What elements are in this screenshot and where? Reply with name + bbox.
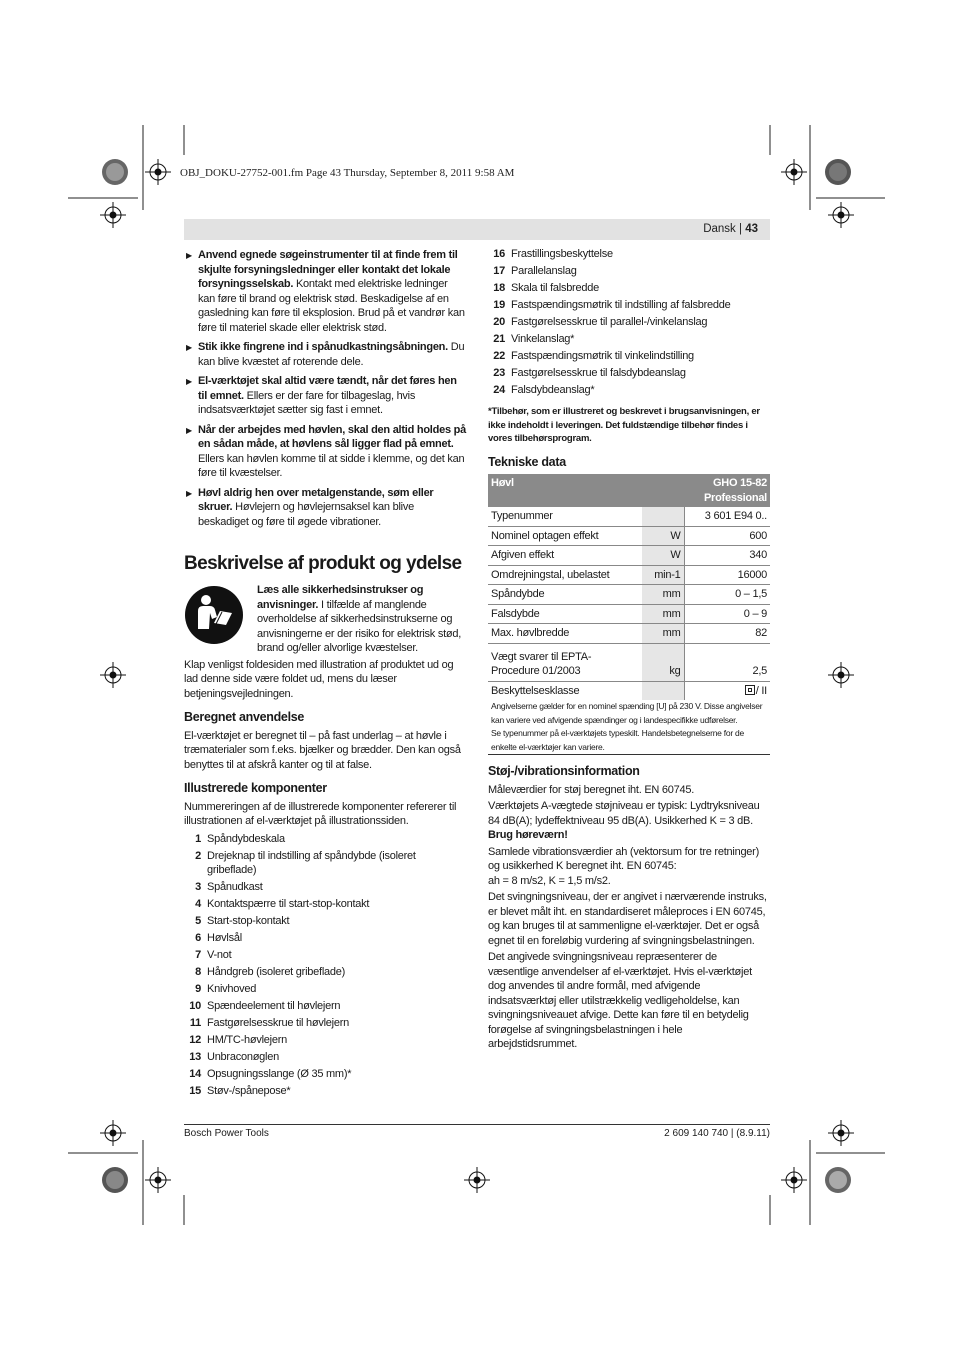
- warning-text: I tilfælde af manglende overholdelse af sikkerhedsinstrukserne og anvisningerne er der risiko for elektrisk stød, brand og/eller alvorlige kvæstelser.: [257, 598, 462, 654]
- item-text: Håndgreb (isoleret gribeflade): [207, 965, 346, 978]
- safety-item-bold: Høvl aldrig hen over metalgenstande, søm eller skruer.: [198, 486, 434, 513]
- row-unit: [642, 507, 684, 526]
- list-item: [184, 896, 466, 913]
- list-item: [488, 263, 770, 280]
- protection-class-value: / II: [755, 684, 767, 697]
- model-name: GHO 15-82: [713, 477, 767, 489]
- item-number: 12: [189, 1033, 201, 1046]
- row-value: 82: [684, 624, 770, 644]
- item-text: Kontaktspærre til start-stop-kontakt: [207, 897, 370, 910]
- item-text: Spændeelement til høvlejern: [207, 999, 341, 1012]
- list-item: [184, 964, 466, 981]
- row-value: 0 – 9: [684, 604, 770, 624]
- item-number: 23: [493, 367, 505, 380]
- header-text: [703, 223, 758, 235]
- safety-item: [184, 423, 466, 481]
- item-text: Unbraconøglen: [207, 1050, 279, 1063]
- row-unit: mm: [642, 585, 684, 605]
- list-item: [184, 930, 466, 947]
- model-line: Professional: [703, 491, 767, 504]
- table-row: [488, 643, 770, 681]
- page-footer: [184, 1124, 770, 1139]
- row-unit: mm: [642, 624, 684, 644]
- safety-item-bold: Anvend egnede søgeinstrumenter til at finde frem til skjulte forsyningsledninger eller kontakt det lokale forsyningsselskab.: [198, 249, 458, 290]
- row-unit: min-1: [642, 565, 684, 585]
- page-header: [184, 219, 770, 240]
- safety-item-bold: Stik ikke fingrene ind i spånudkastningsåbningen.: [198, 341, 448, 353]
- table-row: [488, 585, 770, 605]
- list-item: [184, 1083, 466, 1100]
- hearing-protection-note: Brug høreværn!: [488, 829, 568, 841]
- table-row: [488, 565, 770, 585]
- item-number: 3: [195, 880, 201, 893]
- list-item: [488, 280, 770, 297]
- item-number: 1: [195, 832, 201, 845]
- item-number: 10: [189, 999, 201, 1012]
- item-text: V-not: [207, 948, 232, 961]
- item-number: 18: [493, 282, 505, 295]
- noise-levels: [488, 799, 770, 843]
- list-item: [184, 1015, 466, 1032]
- file-info-line: OBJ_DOKU-27752-001.fm Page 43 Thursday, September 8, 2011 9:58 AM: [180, 167, 515, 179]
- row-value: 2,5: [684, 643, 770, 681]
- component-list-left: [184, 831, 466, 1100]
- footer-docnumber: 2 609 140 740 | (8.9.11): [664, 1128, 770, 1139]
- use-heading: Beregnet anvendelse: [184, 710, 305, 724]
- table-header-model: [684, 474, 770, 507]
- item-text: Drejeknap til indstilling af spåndybde (isoleret gribeflade): [207, 849, 416, 876]
- row-value: 3 601 E94 0..: [684, 507, 770, 526]
- item-text: Fastgørelsesskrue til parallel-/vinkelanslag: [511, 316, 708, 329]
- read-manual-icon: [184, 585, 244, 645]
- row-unit: [642, 681, 684, 700]
- row-unit: W: [642, 526, 684, 546]
- list-item: [488, 314, 770, 331]
- item-text: Skala til falsbredde: [511, 282, 599, 295]
- safety-item: [184, 374, 466, 418]
- item-number: 2: [195, 849, 201, 862]
- list-item: [488, 331, 770, 348]
- item-number: 13: [189, 1050, 201, 1063]
- item-number: 24: [493, 384, 505, 397]
- safety-item-bold: El-værktøjet skal altid være tændt, når det føres hen til emnet.: [198, 375, 457, 402]
- item-text: Fastspændingsmøtrik til vinkelindstilling: [511, 350, 694, 363]
- item-text: Start-stop-kontakt: [207, 914, 290, 927]
- row-unit: W: [642, 546, 684, 566]
- item-text: Frastillingsbeskyttelse: [511, 248, 613, 261]
- list-item: [184, 848, 466, 879]
- table-header-label: Høvl: [488, 474, 684, 507]
- table-row: [488, 507, 770, 526]
- list-item: [184, 913, 466, 930]
- tech-heading: Tekniske data: [488, 454, 566, 469]
- safety-item: [184, 248, 466, 335]
- component-list-right: [488, 246, 770, 399]
- components-intro: Nummereringen af de illustrerede komponenter refererer til illustrationen af el-værktøjet på illustrationssiden.: [184, 800, 457, 827]
- fold-instruction: Klap venligst foldesiden med illustration af produktet ud og lad denne side være foldet ud, mens du læser betjeningsvejledningen.: [184, 658, 454, 700]
- item-number: 17: [493, 265, 505, 278]
- item-text: Høvlsål: [207, 931, 242, 944]
- page-number: 43: [745, 223, 758, 235]
- list-item: [488, 246, 770, 263]
- use-text: El-værktøjet er beregnet til – på fast underlag – at høvle i træmaterialer som f.eks. bjælker og brædder. Den kan også benyttes til at afskrå kanter og til at false.: [184, 729, 461, 771]
- item-text: Støv-/spånepose*: [207, 1084, 291, 1097]
- row-label: Beskyttelsesklasse: [491, 684, 580, 697]
- item-number: 9: [195, 982, 201, 995]
- noise-levels-text: Værktøjets A-vægtede støjniveau er typisk: Lydtryksniveau 84 dB(A); lydeffektniveau 95 dB(A). Usikkerhed K = 3 dB.: [488, 800, 760, 827]
- footer-brand: Bosch Power Tools: [184, 1128, 269, 1139]
- row-label: Afgiven effekt: [488, 546, 642, 566]
- row-label: Nominel optagen effekt: [488, 526, 642, 546]
- list-item: [184, 1066, 466, 1083]
- item-text: Knivhoved: [207, 982, 257, 995]
- table-row: [488, 681, 770, 700]
- item-number: 15: [189, 1084, 201, 1097]
- table-row: [488, 546, 770, 566]
- row-value: 16000: [684, 565, 770, 585]
- safety-item-text: Ellers kan høvlen komme til at sidde i klemme, og det kan føre til kvæstelser.: [198, 452, 465, 479]
- vibration-value: ah = 8 m/s2, K = 1,5 m/s2.: [488, 874, 611, 887]
- table-row: [488, 604, 770, 624]
- list-item: [488, 382, 770, 399]
- right-column: [488, 248, 770, 1054]
- item-number: 6: [195, 931, 201, 944]
- tech-note-voltage: Angivelserne gælder for en nominel spænding [U] på 230 V. Disse angivelser kan variere ved afvigende spændinger og i landespecifikke udførelser.: [491, 701, 763, 725]
- list-item: [184, 1049, 466, 1066]
- item-number: 8: [195, 965, 201, 978]
- row-value: 600: [684, 526, 770, 546]
- item-number: 22: [493, 350, 505, 363]
- item-number: 4: [195, 897, 201, 910]
- row-label: Omdrejningstal, ubelastet: [488, 565, 642, 585]
- section-title: Beskrivelse af produkt og ydelse: [184, 553, 462, 574]
- safety-item-text: Du kan blive kvæstet af roterende dele.: [198, 341, 465, 368]
- header-separator: |: [735, 223, 746, 235]
- safety-item-text: Høvlejern og høvlejernsaksel kan blive beskadiget og føre til øgede vibrationer.: [198, 501, 414, 528]
- list-item: [184, 981, 466, 998]
- list-item: [488, 297, 770, 314]
- safety-item: [184, 486, 466, 530]
- table-header: [488, 474, 770, 507]
- header-language: Dansk: [703, 223, 736, 235]
- item-number: 19: [493, 299, 505, 312]
- protection-class-icon: [745, 685, 755, 695]
- item-text: Fastgørelsesskrue til høvlejern: [207, 1016, 350, 1029]
- list-item: [184, 879, 466, 896]
- left-column: [184, 248, 466, 1100]
- row-label: Max. høvlbredde: [488, 624, 642, 644]
- noise-measurement: Måleværdier for støj beregnet iht. EN 60745.: [488, 783, 695, 796]
- noise-heading: Støj-/vibrationsinformation: [488, 764, 640, 778]
- item-number: 20: [493, 316, 505, 329]
- item-number: 21: [493, 333, 505, 346]
- list-item: [184, 1032, 466, 1049]
- list-item: [184, 947, 466, 964]
- item-text: Spåndybdeskala: [207, 832, 285, 845]
- vibration-text: Samlede vibrationsværdier ah (vektorsum for tre retninger) og usikkerhed K beregnet iht. EN 60745:: [488, 845, 760, 872]
- item-number: 11: [189, 1016, 201, 1029]
- item-number: 14: [189, 1067, 201, 1080]
- item-text: Parallelanslag: [511, 265, 577, 278]
- components-heading: Illustrerede komponenter: [184, 781, 327, 795]
- tech-data-table: [488, 474, 770, 700]
- list-item: [488, 348, 770, 365]
- vibration-usage: Det angivede svingningsniveau repræsenterer de væsentlige anvendelser af el-værktøjet. Hvis el-værktøjet dog anvendes til andre formål, med afvigende indsatsværktøj eller utilstrækkelig vedligeholdelse, kan svingningsniveauet afvige. Dette kan føre til en betydelig forøgelse af svingningsbelastningen i hele arbejdstidsrummet.: [488, 951, 752, 1050]
- row-label: Falsdybde: [488, 604, 642, 624]
- row-label: Vægt svarer til EPTA-Procedure 01/2003: [488, 643, 642, 681]
- read-instructions-warning: [184, 583, 466, 656]
- item-text: HM/TC-høvlejern: [207, 1033, 287, 1046]
- item-text: Fastspændingsmøtrik til indstilling af falsbredde: [511, 299, 731, 312]
- row-value: 0 – 1,5: [684, 585, 770, 605]
- row-value: 340: [684, 546, 770, 566]
- safety-item: [184, 340, 466, 369]
- vibration-explanation: Det svingningsniveau, der er angivet i nærværende instruks, er blevet målt iht. en standardiseret måleproces i EN 60745, og kan bruges til at sammenligne el-værktøjer. Det er også egnet til en foreløbig vurdering af svingningsbelastningen.: [488, 891, 767, 947]
- safety-item-text: Ellers er der fare for tilbageslag, hvis indsatsværktøjet sætter sig fast i emnet.: [198, 389, 416, 416]
- accessory-footnote: *Tilbehør, som er illustreret og beskrevet i brugsanvisningen, er ikke indeholdt i leveringen. Det fuldstændige tilbehør findes i vores tilbehørsprogram.: [488, 406, 760, 444]
- list-item: [184, 998, 466, 1015]
- item-text: Opsugningsslange (Ø 35 mm)*: [207, 1067, 352, 1080]
- vibration-values: [488, 845, 770, 889]
- safety-item-bold: Når der arbejdes med høvlen, skal den altid holdes på en sådan måde, at høvlens sål ligger flad på emnet.: [198, 423, 466, 450]
- row-label: Typenummer: [488, 507, 642, 526]
- row-value: [684, 681, 770, 700]
- item-text: Fastgørelsesskrue til falsdybdeanslag: [511, 367, 686, 380]
- item-number: 16: [493, 248, 505, 261]
- row-unit: mm: [642, 604, 684, 624]
- safety-item-text: Kontakt med elektriske ledninger kan føre til brand og elektrisk stød. Beskadigelse af en gasledning kan føre til eksplosion. Brud på et vandrør kan føre til materiel skade eller elektrisk stød.: [198, 278, 465, 334]
- warning-bold: Læs alle sikkerhedsinstrukser og anvisninger.: [257, 584, 424, 611]
- item-text: Vinkelanslag*: [511, 333, 575, 346]
- list-item: [184, 831, 466, 848]
- item-text: Spånudkast: [207, 880, 263, 893]
- table-row: [488, 624, 770, 644]
- item-number: 7: [195, 948, 201, 961]
- item-number: 5: [195, 914, 201, 927]
- item-text: Falsdybdeanslag*: [511, 384, 595, 397]
- table-row: [488, 526, 770, 546]
- list-item: [488, 365, 770, 382]
- row-unit: kg: [642, 643, 684, 681]
- tech-note-type: Se typenummer på el-værktøjets typeskilt. Handelsbetegnelserne for de enkelte el-værktøjer kan variere.: [488, 727, 770, 755]
- row-label: Spåndybde: [488, 585, 642, 605]
